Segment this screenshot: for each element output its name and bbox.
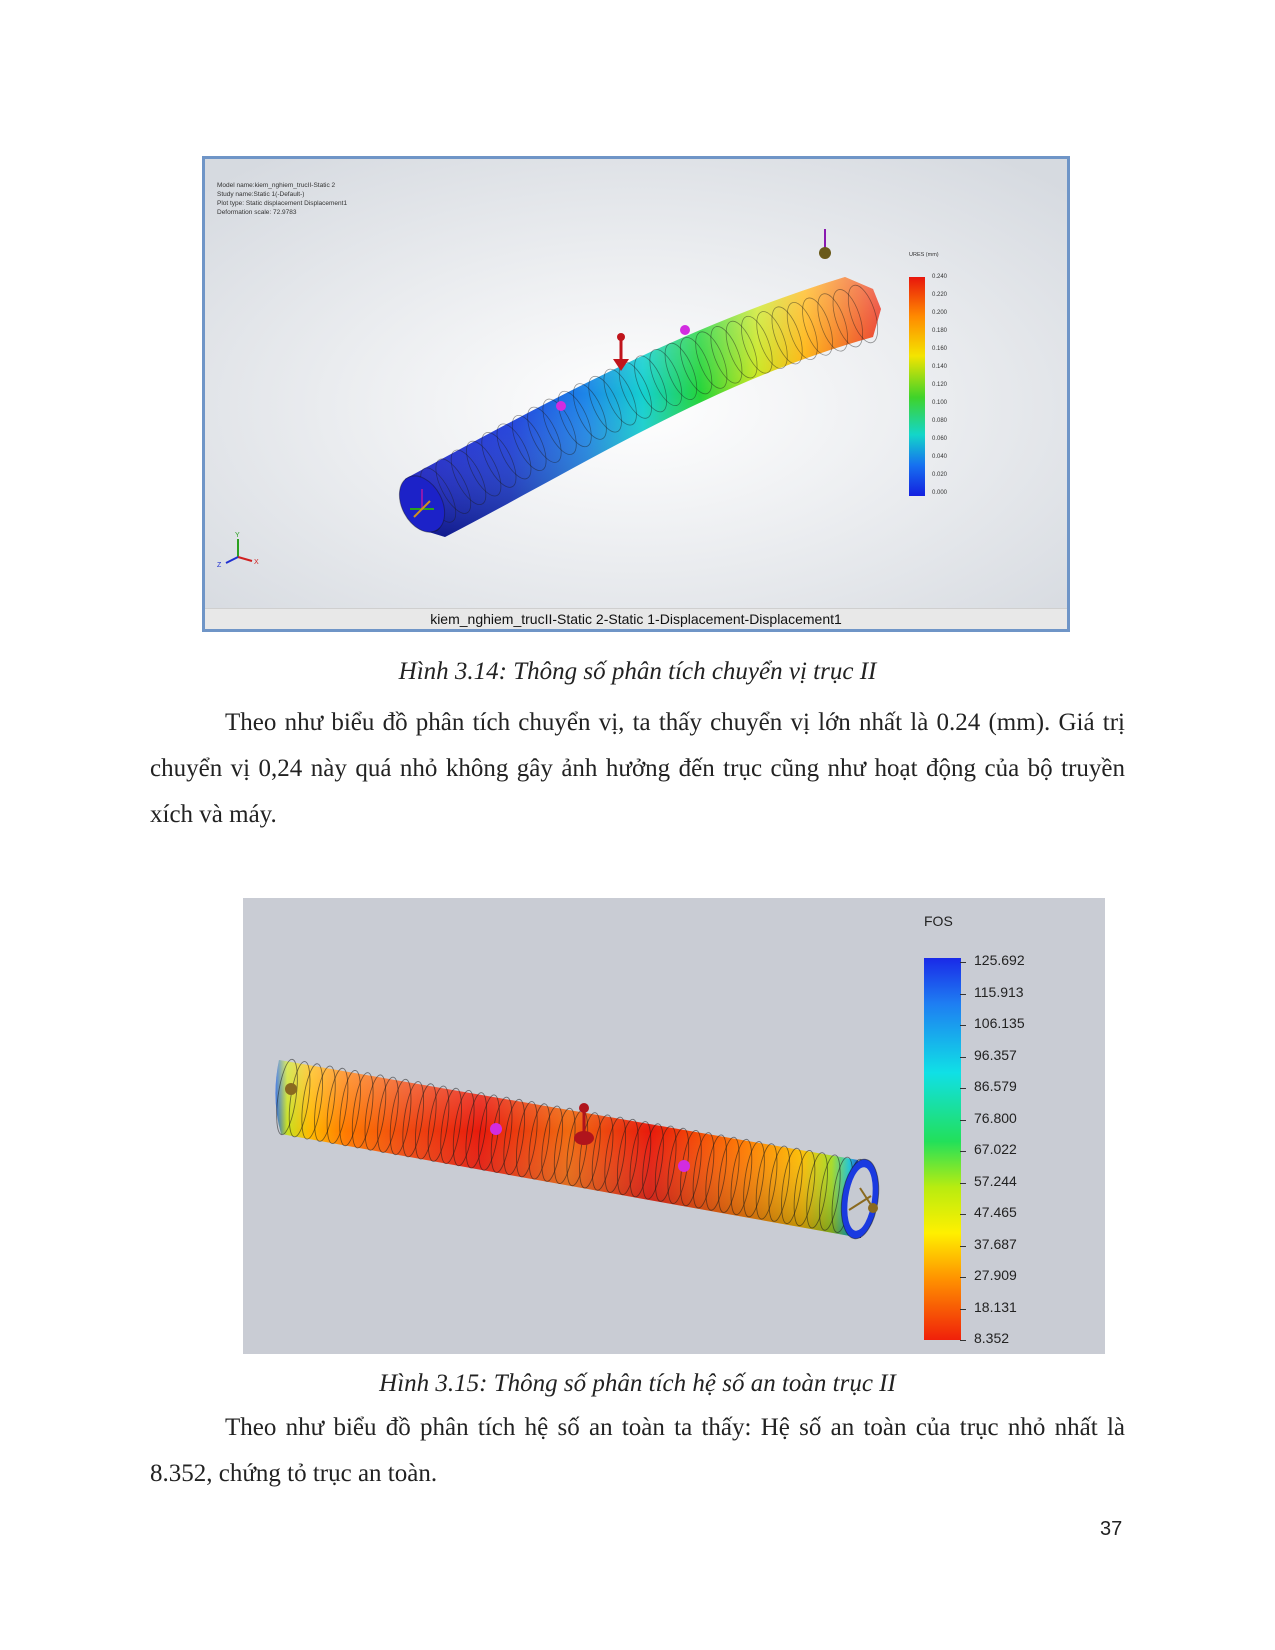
fos-legend-label: 8.352	[974, 1330, 1010, 1346]
fos-legend-tick	[960, 1214, 966, 1215]
model-name: Model name:kiem_nghiem_trucII-Static 2	[217, 182, 336, 189]
displacement-legend-label: 0.040	[932, 454, 948, 460]
fos-legend-tick	[960, 1151, 966, 1152]
displacement-plot-background	[205, 159, 1067, 629]
displacement-legend-label: 0.100	[932, 400, 948, 406]
triad-label-z: Z	[217, 562, 222, 569]
fos-legend-label: 67.022	[974, 1141, 1017, 1157]
fos-legend-label: 27.909	[974, 1267, 1017, 1283]
displacement-legend-label: 0.060	[932, 436, 948, 442]
displacement-legend-label: 0.220	[932, 292, 948, 298]
fos-legend-title: FOS	[924, 913, 953, 929]
displacement-legend-label: 0.020	[932, 472, 948, 478]
fos-legend-label: 76.800	[974, 1109, 1017, 1126]
study-name: Study name:Static 1(-Default-)	[217, 191, 305, 198]
displacement-legend-label: 0.240	[932, 274, 948, 280]
displacement-legend-label: 0.000	[932, 490, 948, 496]
displacement-legend-label: 0.080	[932, 418, 948, 424]
fixture-marker	[678, 1160, 690, 1172]
displacement-legend-label: 0.180	[932, 328, 948, 334]
page-number: 37	[1100, 1518, 1123, 1540]
fos-legend-label: 115.913	[974, 983, 1024, 1000]
fos-legend-tick	[960, 1309, 966, 1310]
figure-caption-3-14: Hình 3.14: Thông số phân tích chuyển vị trục II	[398, 658, 877, 685]
fixture-marker	[285, 1083, 297, 1095]
fos-legend-label: 57.244	[974, 1172, 1017, 1189]
figure-caption-3-15: Hình 3.15: Thông số phân tích hệ số an toàn trục II	[379, 1370, 896, 1397]
fixture-marker	[556, 401, 566, 411]
safety-factor-figure	[243, 898, 1105, 1354]
paragraph-safety-factor: Theo như biểu đồ phân tích hệ số an toàn ta thấy: Hệ số an toàn của trục nhỏ nhất là 8.352, chứng tỏ trục an toàn.	[150, 1414, 1125, 1487]
plot-type: Plot type: Static displacement Displacement1	[217, 200, 348, 207]
fos-legend-tick	[960, 962, 966, 963]
fos-legend-tick	[960, 1246, 966, 1247]
fos-legend-tick	[960, 1277, 966, 1278]
displacement-legend-bar	[909, 277, 925, 496]
triad-label-y: Y	[235, 532, 240, 539]
fos-legend-label: 37.687	[974, 1235, 1017, 1252]
fos-legend-label: 96.357	[974, 1046, 1017, 1063]
fos-legend-tick	[960, 1057, 966, 1058]
fos-legend-tick	[960, 1025, 966, 1026]
fos-legend-tick	[960, 1183, 966, 1184]
fixture-marker	[490, 1123, 502, 1135]
fos-legend-tick	[960, 1120, 966, 1121]
triad-label-x: X	[254, 559, 259, 566]
fixture-marker	[680, 325, 690, 335]
displacement-legend-label: 0.200	[932, 310, 948, 316]
fos-legend-label: 125.692	[974, 952, 1025, 968]
paragraph-displacement: Theo như biểu đồ phân tích chuyển vị, ta thấy chuyển vị lớn nhất là 0.24 (mm). Giá trị chuyển vị 0,24 này quá nhỏ không gây ảnh hưởng đến trục cũng như hoạt động của bộ truyền xích và máy.	[150, 709, 1125, 828]
fos-legend-bar	[924, 958, 961, 1340]
displacement-figure	[202, 156, 1070, 632]
fos-legend-label: 86.579	[974, 1078, 1017, 1094]
model-info	[217, 181, 347, 217]
plot-footer-title: kiem_nghiem_trucII-Static 2-Static 1-Displacement-Displacement1	[205, 608, 1067, 629]
displacement-legend-title: URES (mm)	[909, 252, 939, 258]
fos-legend-tick	[960, 1088, 966, 1089]
fos-legend-label: 106.135	[974, 1015, 1025, 1031]
fos-legend-label: 47.465	[974, 1204, 1017, 1220]
fos-legend-label: 18.131	[974, 1298, 1017, 1315]
displacement-legend-label: 0.160	[932, 346, 948, 352]
fos-legend-tick	[960, 994, 966, 995]
fos-legend-tick	[960, 1340, 966, 1341]
displacement-legend-label: 0.140	[932, 364, 948, 370]
displacement-legend-label: 0.120	[932, 382, 948, 388]
deformation-scale: Deformation scale: 72.9783	[217, 209, 297, 216]
